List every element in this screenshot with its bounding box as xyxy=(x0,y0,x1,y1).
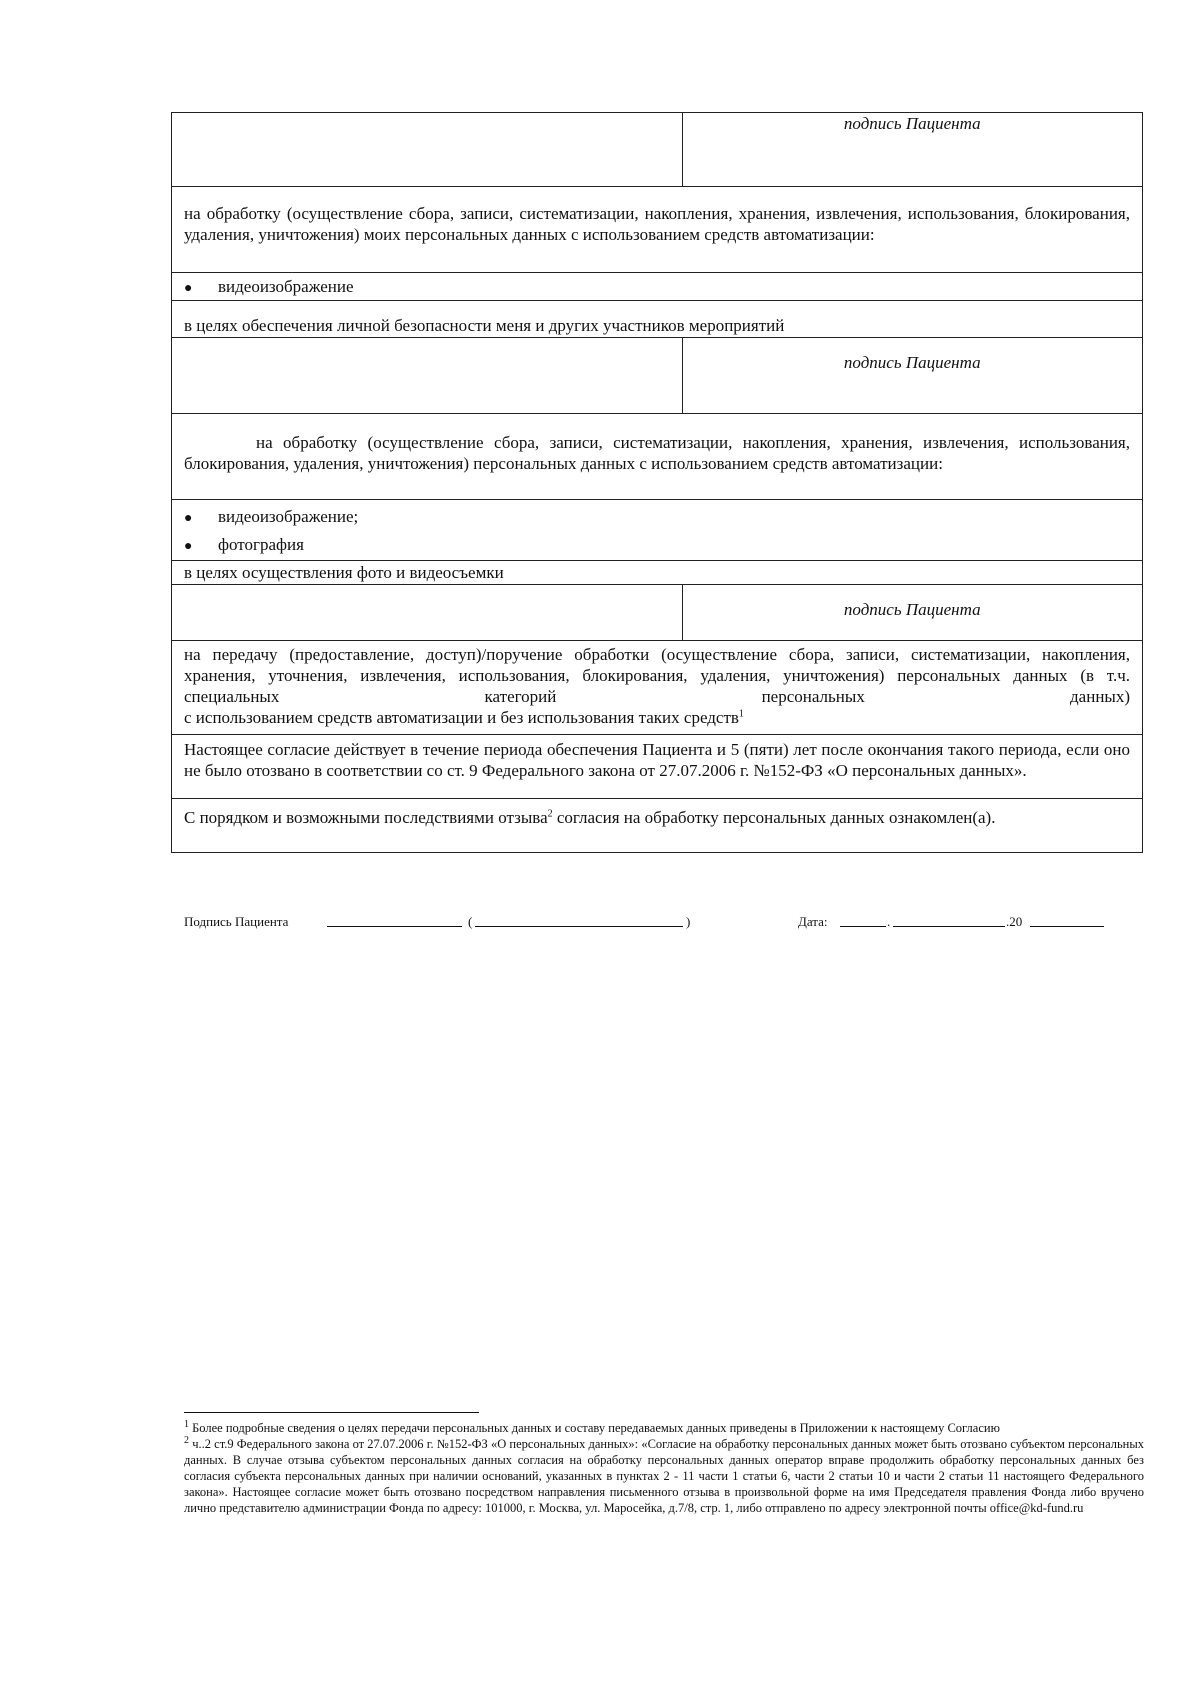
footnotes xyxy=(184,1420,1144,1516)
footnote-text-1: Более подробные сведения о целях передачи персональных данных и составу передаваемых данных приведены в Приложении к настоящему Согласию xyxy=(192,1421,1000,1435)
year-prefix: .20 xyxy=(1006,914,1023,929)
purpose-row-2 xyxy=(172,561,1143,585)
footnote-1 xyxy=(184,1420,1144,1436)
bullet-item-2a xyxy=(184,504,1130,532)
withdraw-cell xyxy=(172,799,1143,853)
bullet-text: фотография xyxy=(218,535,304,554)
name-field[interactable] xyxy=(475,908,683,927)
signature-label-2: подпись Пациента xyxy=(682,338,1143,414)
date-year-field[interactable] xyxy=(1030,908,1104,927)
bullet-row-2 xyxy=(172,500,1143,561)
footnote-2 xyxy=(184,1436,1144,1516)
bullet-item-2b xyxy=(184,532,1130,560)
bullet-text: видеоизображение xyxy=(218,277,354,296)
date-label: Дата: xyxy=(798,914,828,929)
bullet-icon: ● xyxy=(184,511,193,526)
signature-row-3 xyxy=(172,585,1143,641)
validity-row xyxy=(172,735,1143,799)
consent-row-2 xyxy=(172,414,1143,500)
bullet-list-2 xyxy=(172,500,1143,561)
footnote-number-2: 2 xyxy=(184,1434,189,1446)
withdraw-text: С порядком и возможными последствиями отзыва xyxy=(184,808,548,827)
withdraw-row xyxy=(172,799,1143,853)
signature-box-1[interactable] xyxy=(172,113,683,187)
purpose-text-2: в целях осуществления фото и видеосъемки xyxy=(172,561,1143,585)
footnote-text-2: ч..2 ст.9 Федерального закона от 27.07.2006 г. №152-ФЗ «О персональных данных»: «Согласие на обработку персональных данных может быть отозвано субъектом персональных данных. В случае отзыва субъектом персональных данных согласия на обработку персональных данных оператор вправе продолжить обработку персональных данных без согласия субъекта персональных данных при наличии оснований, указанных в пунктах 2 - 11 части 1 статьи 6, части 2 статьи 10 и части 2 статьи 11 настоящего Федерального закона». Настоящее согласие может быть отозвано посредством направления письменного отзыва в произвольной форме на имя Председателя правления Фонда либо вручено лично представителю администрации Фонда по адресу: 101000, г. Москва, ул. Маросейка, д.7/8, стр. 1, либо отправлено по адресу электронной почты office@kd-fund.ru xyxy=(184,1437,1145,1515)
signature-field[interactable] xyxy=(327,908,462,927)
signature-label-1: подпись Пациента xyxy=(682,113,1143,187)
purpose-row-1 xyxy=(172,301,1143,338)
bullet-icon: ● xyxy=(184,281,193,296)
signature-line xyxy=(184,908,1114,932)
withdraw-text-tail: согласия на обработку персональных данных ознакомлен(а). xyxy=(552,808,996,827)
bullet-icon: ● xyxy=(184,539,193,554)
bullet-text: видеоизображение; xyxy=(218,507,359,526)
transfer-row xyxy=(172,641,1143,735)
signature-row-2 xyxy=(172,338,1143,414)
bullet-row-1 xyxy=(172,273,1143,301)
signature-line-label: Подпись Пациента xyxy=(184,914,289,929)
footnote-number-1: 1 xyxy=(184,1418,189,1430)
signature-box-3[interactable] xyxy=(172,585,683,641)
date-day-field[interactable] xyxy=(840,908,886,927)
date-month-field[interactable] xyxy=(893,908,1005,927)
date-dot: . xyxy=(887,914,891,929)
paren-open: ( xyxy=(468,914,473,929)
consent-row-1 xyxy=(172,187,1143,273)
signature-box-2[interactable] xyxy=(172,338,683,414)
transfer-text: на передачу (предоставление, доступ)/поручение обработки (осуществление сбора, записи, систематизации, накопления, хранения, уточнения, извлечения, использования, блокирования, удаления, уничтожения) персональных данных (в т.ч. специальных категорий персональных данных) xyxy=(184,645,1130,706)
consent-table xyxy=(171,112,1143,853)
bullet-item-1 xyxy=(172,273,1143,301)
purpose-text-1: в целях обеспечения личной безопасности меня и других участников мероприятий xyxy=(172,301,1143,338)
transfer-cell xyxy=(172,641,1143,735)
validity-text: Настоящее согласие действует в течение периода обеспечения Пациента и 5 (пяти) лет после окончания такого периода, если оно не было отозвано в соответствии со ст. 9 Федерального закона от 27.07.2006 г. №152-ФЗ «О персональных данных». xyxy=(172,735,1143,799)
paren-close: ) xyxy=(686,914,691,929)
consent-text-2: на обработку (осуществление сбора, записи, систематизации, накопления, хранения, извлечения, использования, блокирования, удаления, уничтожения) персональных данных с использованием средств автоматизации: xyxy=(172,414,1143,500)
footnote-ref-1: 1 xyxy=(738,708,744,720)
footnote-separator xyxy=(184,1412,479,1413)
signature-row-1 xyxy=(172,113,1143,187)
transfer-text-tail: с использованием средств автоматизации и без использования таких средств$^1$ xyxy=(184,708,744,727)
consent-text-1: на обработку (осуществление сбора, записи, систематизации, накопления, хранения, извлечения, использования, блокирования, удаления, уничтожения) моих персональных данных с использованием средств автоматизации: xyxy=(172,187,1143,273)
signature-label-3: подпись Пациента xyxy=(682,585,1143,641)
footnote-ref-2: 2 xyxy=(547,808,553,820)
